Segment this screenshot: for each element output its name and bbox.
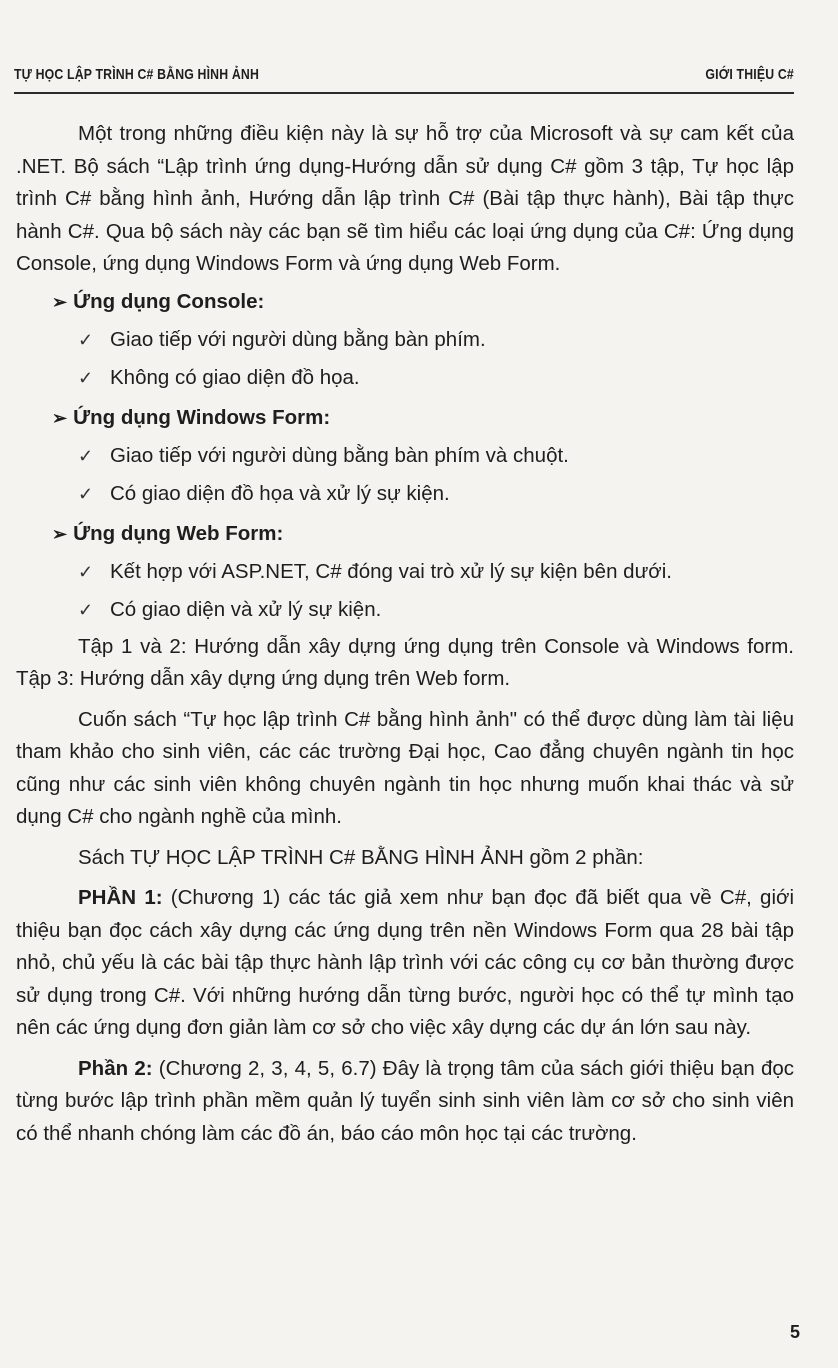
- list-item-text: Giao tiếp với người dùng bằng bàn phím.: [110, 327, 486, 351]
- part1-text: (Chương 1) các tác giả xem như bạn đọc đã biết qua về C#, giới thiệu bạn đọc cách xây dựng các ứng dụng trên nền Windows Form qua 28 bài tập nhỏ, chủ yếu là các bài tập thực hành lập trình với các công cụ cơ bản thường được sử dụng trong C#. Với những hướng dẫn từng bước, người học có thể tự mình tạo nên các ứng dụng đơn giản làm cơ sở cho việc xây dựng các dự án lớn sau này.: [16, 886, 795, 1039]
- arrow-bullet-icon: ➢: [52, 407, 68, 428]
- checkmark-icon: ✓: [78, 329, 94, 350]
- arrow-bullet-icon: ➢: [52, 523, 68, 544]
- list-item: [16, 321, 794, 359]
- parts-intro-paragraph: Sách TỰ HỌC LẬP TRÌNH C# BẰNG HÌNH ẢNH gồm 2 phần:: [78, 845, 644, 869]
- list-item-text: Có giao diện đồ họa và xử lý sự kiện.: [110, 481, 450, 505]
- list-item-text: Không có giao diện đồ họa.: [110, 365, 360, 389]
- list-item-text: Giao tiếp với người dùng bằng bàn phím và chuột.: [110, 443, 569, 467]
- section-heading-windows-form: [16, 399, 794, 437]
- list-item: [16, 475, 794, 513]
- page-number: 5: [789, 1322, 800, 1342]
- header-book-title: TỰ HỌC LẬP TRÌNH C# BẰNG HÌNH ẢNH: [14, 66, 260, 83]
- checkmark-icon: ✓: [78, 483, 94, 504]
- part1-label: PHẦN 1:: [78, 886, 163, 909]
- header-chapter-title: GIỚI THIỆU C#: [705, 66, 794, 83]
- part1-paragraph: [16, 882, 794, 1045]
- section-title: Ứng dụng Console:: [73, 289, 265, 313]
- checkmark-icon: ✓: [78, 445, 94, 466]
- list-item: [16, 591, 794, 629]
- running-header: [14, 64, 794, 94]
- arrow-bullet-icon: ➢: [52, 291, 68, 312]
- list-item-text: Kết hợp với ASP.NET, C# đóng vai trò xử lý sự kiện bên dưới.: [110, 559, 672, 583]
- list-item: [16, 437, 794, 475]
- section-heading-console: [16, 283, 794, 321]
- list-item: [16, 359, 794, 397]
- checkmark-icon: ✓: [78, 599, 94, 620]
- page-body: [16, 118, 794, 1150]
- audience-paragraph: Cuốn sách “Tự học lập trình C# bằng hình ảnh" có thể được dùng làm tài liệu tham khảo cho sinh viên, các các trường Đại học, Cao đẳng chuyên ngành tin học cũng như các sinh viên không chuyên ngành tin học nhưng muốn khai thác và sử dụng C# cho ngành nghề của mình.: [16, 707, 794, 828]
- part2-label: Phần 2:: [78, 1056, 153, 1080]
- volumes-paragraph: Tập 1 và 2: Hướng dẫn xây dựng ứng dụng trên Console và Windows form. Tập 3: Hướng dẫn xây dựng ứng dụng trên Web form.: [16, 634, 794, 690]
- checkmark-icon: ✓: [78, 367, 94, 388]
- section-title: Ứng dụng Web Form:: [73, 521, 284, 545]
- list-item: [16, 553, 794, 591]
- list-item-text: Có giao diện và xử lý sự kiện.: [110, 597, 382, 621]
- section-title: Ứng dụng Windows Form:: [73, 405, 331, 429]
- section-heading-web-form: [16, 515, 794, 553]
- checkmark-icon: ✓: [78, 561, 94, 582]
- part2-text: (Chương 2, 3, 4, 5, 6.7) Đây là trọng tâm của sách giới thiệu bạn đọc từng bước lập trình phần mềm quản lý tuyển sinh sinh viên làm cơ sở cho sinh viên có thể nhanh chóng làm các đồ án, báo cáo môn học tại các trường.: [16, 1056, 794, 1145]
- intro-paragraph: Một trong những điều kiện này là sự hỗ trợ của Microsoft và sự cam kết của .NET. Bộ sách “Lập trình ứng dụng-Hướng dẫn sử dụng C# gồm 3 tập, Tự học lập trình C# bằng hình ảnh, Hướng dẫn lập trình C# (Bài tập thực hành), Bài tập thực hành C#. Qua bộ sách này các bạn sẽ tìm hiểu các loại ứng dụng của C#: Ứng dụng Console, ứng dụng Windows Form và ứng dụng Web Form.: [16, 122, 794, 275]
- part2-paragraph: [16, 1053, 794, 1151]
